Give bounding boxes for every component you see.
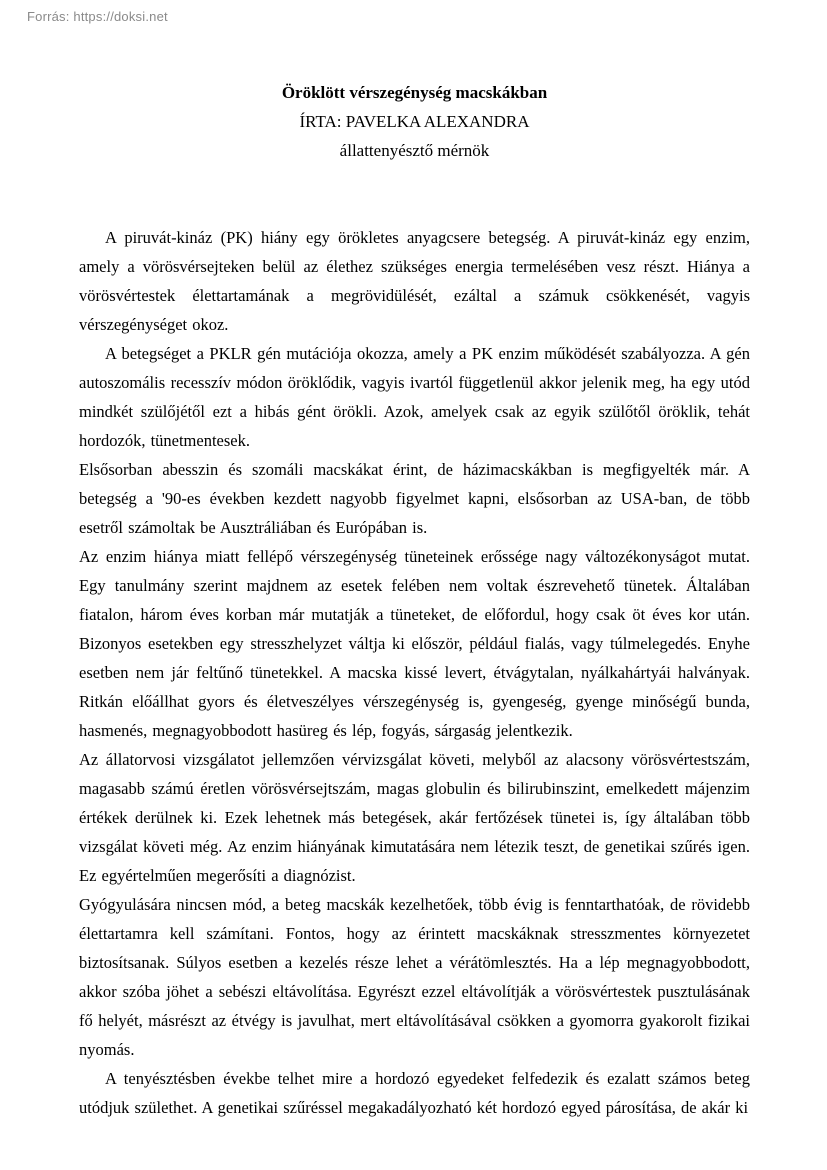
paragraph-intro: A piruvát-kináz (PK) hiány egy örökletes anyagcsere betegség. A piruvát-kináz egy enzim, amely a vörösvérsejteken belül az élethez szükséges energia termelésében vesz részt. Hiánya a vörösvértestek élettartamának a megrövidülését, ezáltal a számuk csökkenését, vagyis vérszegénységet okoz. bbox=[79, 228, 750, 334]
page-title: Öröklött vérszegénység macskákban bbox=[281, 83, 548, 102]
paragraph-symptoms: Az enzim hiánya miatt fellépő vérszegénység tüneteinek erőssége nagy változékonyságot mutat. Egy tanulmány szerint majdnem az esetek felében nem voltak észrevehető tünetek. Általában fiatalon, három éves korban már mutatják a tüneteket, de előfordul, hogy csak öt éves kor után. Bizonyos esetekben egy stresszhelyzet váltja ki először, például fialás, vagy túlmelegedés. Enyhe esetben nem jár feltűnő tünetekkel. A macska kissé levert, étvágytalan, nyálkahártyái halványak. Ritkán előállhat gyors és életveszélyes vérszegénység is, gyengeség, gyenge minőségű bunda, hasmenés, megnagyobbodott hasüreg és lép, fogyás, sárgaság jelentkezik. bbox=[79, 547, 750, 740]
paragraph-breeds-history: Elsősorban abesszin és szomáli macskákat érint, de házimacskákban is megfigyelték már. A betegség a '90-es években kezdett nagyobb figyelmet kapni, elsősorban az USA-ban, de több esetről számoltak be Ausztráliában és Európában is. bbox=[79, 460, 750, 537]
author-byline: ÍRTA: PAVELKA ALEXANDRA bbox=[299, 112, 530, 131]
paragraph-diagnosis: Az állatorvosi vizsgálatot jellemzően vérvizsgálat követi, melyből az alacsony vörösvértestszám, magasabb számú éretlen vörösvérsejtszám, magas globulin és bilirubinszint, emelkedett májenzim értékek derülnek ki. Ezek lehetnek más betegések, akár fertőzések tünetei is, így általában több vizsgálat követi még. Az enzim hiányának kimutatására nem létezik teszt, de genetikai szűrés igen. Ez egyértelműen megerősíti a diagnózist. bbox=[79, 750, 750, 885]
title-body-spacer bbox=[79, 165, 750, 223]
source-url-label: Forrás: https://doksi.net bbox=[27, 9, 168, 24]
document-body bbox=[79, 223, 750, 1122]
paragraph-breeding: A tenyésztésben évekbe telhet mire a hordozó egyedeket felfedezik és ezalatt számos beteg utódjuk születhet. A genetikai szűréssel megakadályozható két hordozó egyed párosítása, de akár ki bbox=[79, 1069, 750, 1117]
paragraph-treatment: Gyógyulására nincsen mód, a beteg macskák kezelhetőek, több évig is fenntarthatóak, de rövidebb élettartamra kell számítani. Fontos, hogy az érintett macskáknak stresszmentes környezetet biztosítsanak. Súlyos esetben a kezelés része lehet a vérátömlesztés. Ha a lép megnagyobbodott, akkor szóba jöhet a sebészi eltávolítása. Egyrészt ezzel eltávolítják a vörösvértestek pusztulásának fő helyét, másrészt az étvégy is javulhat, mert eltávolításával csökken a gyomorra gyakorolt fizikai nyomás. bbox=[79, 895, 750, 1059]
author-role: állattenyésztő mérnök bbox=[339, 141, 490, 160]
paragraph-genetics: A betegséget a PKLR gén mutációja okozza, amely a PK enzim működését szabályozza. A gén autoszomális recesszív módon öröklődik, vagyis ivartól függetlenül akkor jelenik meg, ha egy utód mindkét szülőjétől ezt a hibás gént örökli. Azok, amelyek csak az egyik szülőtől öröklik, tehát hordozók, tünetmentesek. bbox=[79, 344, 750, 450]
